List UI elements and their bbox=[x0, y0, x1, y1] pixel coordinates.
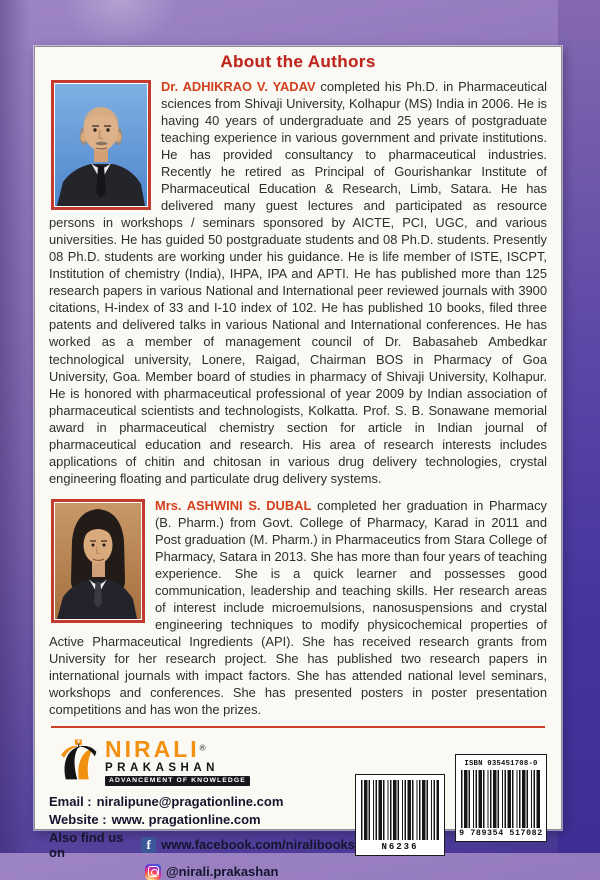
cover-light-glare bbox=[60, 0, 180, 48]
email-label: Email : bbox=[49, 793, 92, 809]
publisher-block bbox=[49, 738, 355, 880]
book-spine-shadow bbox=[0, 0, 30, 853]
author2-photo-frame bbox=[51, 499, 145, 623]
author1-name: Dr. ADHIKRAO V. YADAV bbox=[161, 79, 316, 94]
facebook-url: www.facebook.com/niralibooks bbox=[161, 837, 355, 853]
author1-bio-text: completed his Ph.D. in Pharmaceutical sciences from Shivaji University, Kolhapur (MS) India in 2006. He is having 40 years of undergraduate and 25 years of postgraduate teaching experience in various government and private institutions. He has provided consultancy to pharmaceutical industries. Recently he retired as Principal of Gourishankar Institute of Pharmaceutical Education & Research, Limb, Satara. He has delivered many guest lectures and participated as resource persons in workshops / seminars sponsored by AICTE, PCI, UGC, and various universities. He has guided 50 postgraduate students and 08 Ph.D. students. Presently 08 Ph.D. students are working under his guidance. He is life member of ISTE, ISCPT, Institution of chemistry (India), IHPA, IPA and APTI. He has published more than 125 research papers in various National and International peer reviewed journals with 3900 citations, H-index of 33 and I-10 index of 102. He has published 10 books, filed three patents and delivered talks in various National and International conferences. He has worked as a member of management council of Dr. Babasaheb Ambedkar technological university, Lonere, Raigad, Chairman BOS in Pharmacy of Goa University, Goa. Member board of studies in pharmacy of Shivaji University, Kolhapur. He is honored with pharmaceutical professional of year 2009 by Indian association of pharmaceutical scientists and technologists, Kolkatta. Prof. S. B. Sonawane memorial award in pharmaceutical chemistry section for article in Indian journal of pharmaceutical education and research. His area of research interests includes applications of chitin and chitosan in various drug delivery technologies, crystal engineering floating and particulate drug delivery systems. bbox=[49, 79, 548, 486]
contact-block bbox=[49, 794, 355, 880]
author1-bio bbox=[49, 78, 547, 487]
isbn-barcode-bars bbox=[461, 770, 541, 828]
registered-trademark: ® bbox=[199, 743, 206, 753]
author2-name: Mrs. ASHWINI S. DUBAL bbox=[155, 497, 312, 513]
publisher-footer bbox=[49, 738, 547, 880]
social-prefix: Also find us on bbox=[49, 829, 124, 860]
cover-right-band bbox=[558, 0, 600, 853]
author2-bio-text: completed her graduation in Pharmacy (B. Pharm.) from Govt. College of Pharmacy, Karad in 2011 and Post graduation (M. Pharm.) in Pharmaceutics from Stara College of Pharmacy, Satara in 2013. She has more than four years of teaching experience. She is a quick learner and possesses good communication, leadership and teaching skills. Her research areas of interest include microemulsions, nanosuspensions and crystal engineering techniques to modify physicochemical properties of Active Pharmaceutical Ingredients (API). She has received research grants from University for her research project. She has published two research papers in international journals with impact factors. She has attended national level seminars, workshops and conferences. She has presented posters in poster presentation competitions and has won the prizes. bbox=[49, 497, 547, 718]
isbn-barcode bbox=[455, 754, 547, 842]
instagram-icon bbox=[145, 864, 161, 880]
facebook-icon: f bbox=[141, 837, 156, 853]
product-barcode bbox=[355, 774, 445, 856]
nirali-book-logo-icon bbox=[55, 738, 101, 784]
website-value: www. pragationline.com bbox=[111, 811, 261, 827]
author2-bio bbox=[49, 497, 547, 718]
instagram-handle: @nirali.prakashan bbox=[166, 864, 279, 880]
website-label: Website : bbox=[49, 811, 107, 827]
website-line bbox=[49, 812, 355, 827]
young-woman-portrait-icon bbox=[55, 503, 141, 619]
barcode-bars bbox=[361, 780, 439, 840]
publisher-tagline: ADVANCEMENT OF KNOWLEDGE bbox=[105, 776, 250, 786]
product-code: N6236 bbox=[381, 842, 419, 853]
email-value: niralipune@pragationline.com bbox=[96, 793, 284, 809]
email-line bbox=[49, 794, 355, 809]
red-separator bbox=[51, 726, 545, 728]
publisher-logo-text bbox=[105, 738, 250, 786]
isbn-number: ISBN 935451708-0 bbox=[464, 760, 538, 769]
instagram-line bbox=[145, 864, 355, 880]
about-authors-panel bbox=[34, 46, 562, 880]
publisher-name: NIRALI bbox=[105, 736, 200, 763]
publisher-logo bbox=[55, 738, 355, 786]
page-title: About the Authors bbox=[220, 52, 376, 71]
isbn-ean: 9 789354 517082 bbox=[459, 829, 543, 839]
facebook-line bbox=[49, 830, 355, 860]
barcode-block bbox=[355, 738, 547, 880]
elderly-man-portrait-icon bbox=[55, 84, 147, 206]
author1-photo-frame bbox=[51, 80, 151, 210]
publisher-subname: PRAKASHAN bbox=[105, 762, 219, 775]
